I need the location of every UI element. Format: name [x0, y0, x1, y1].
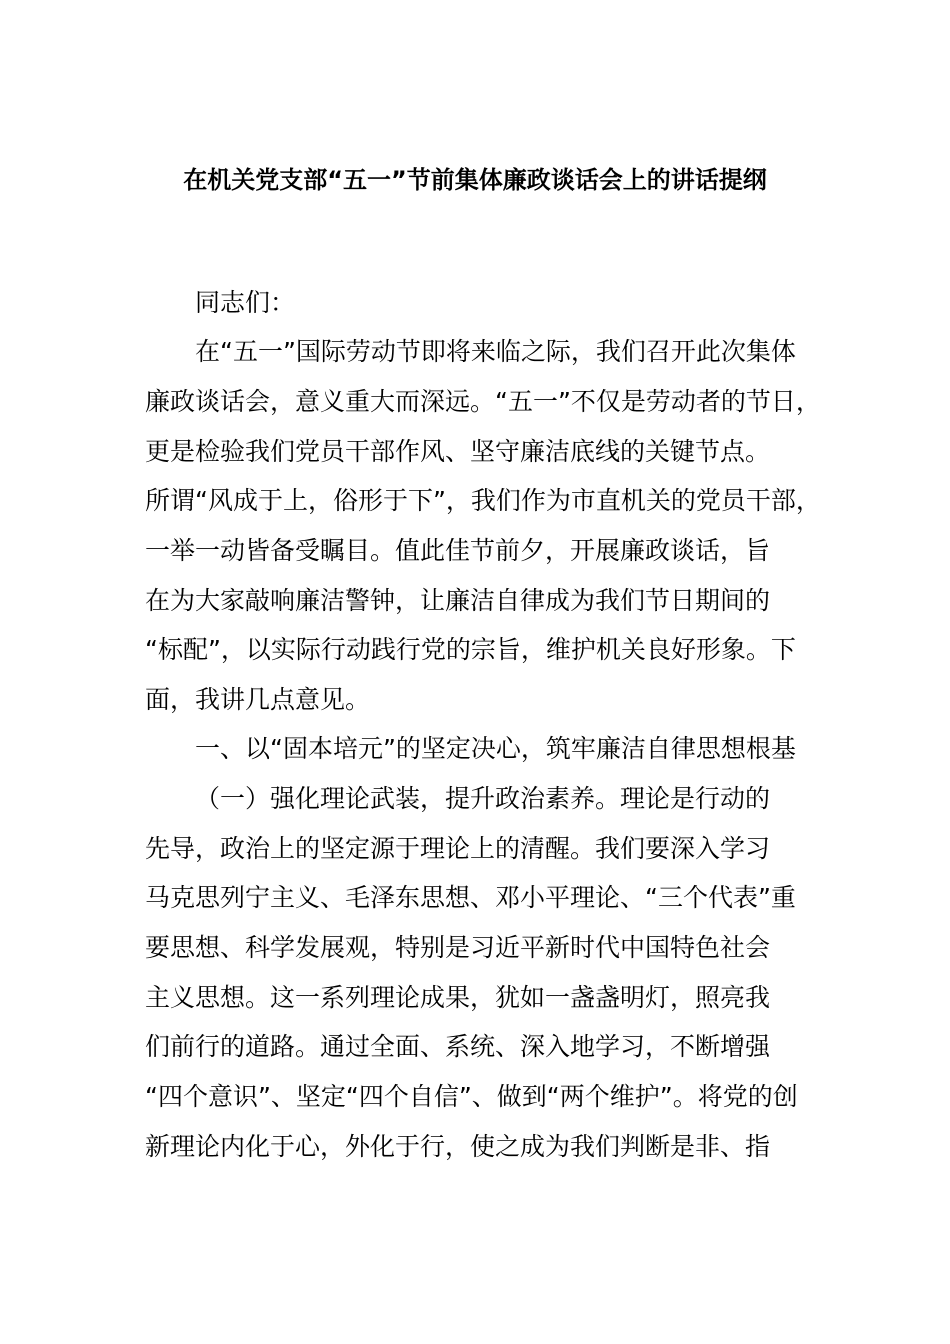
paragraph-line: 更是检验我们党员干部作风、坚守廉洁底线的关键节点。: [145, 437, 771, 466]
document-title: 在机关党支部“五一”节前集体廉政谈话会上的讲话提纲: [183, 166, 767, 194]
subsection-heading: （一）强化理论武装，提升政治素养。理论是行动的: [195, 784, 771, 813]
paragraph-line: “标配”，以实际行动践行党的宗旨，维护机关良好形象。下: [145, 635, 796, 664]
paragraph-line: 在“五一”国际劳动节即将来临之际，我们召开此次集体: [195, 337, 796, 366]
paragraph-line: 面，我讲几点意见。: [145, 685, 371, 714]
paragraph-line: 在为大家敲响廉洁警钟，让廉洁自律成为我们节日期间的: [145, 586, 771, 615]
paragraph-line: 马克思列宁主义、毛泽东思想、邓小平理论、“三个代表”重: [145, 883, 796, 912]
section-heading: 一、以“固本培元”的坚定决心，筑牢廉洁自律思想根基: [195, 734, 796, 763]
salutation: 同志们：: [195, 288, 296, 317]
paragraph-line: 主义思想。这一系列理论成果，犹如一盏盏明灯，照亮我: [145, 983, 771, 1012]
paragraph-line: 新理论内化于心，外化于行，使之成为我们判断是非、指: [145, 1132, 771, 1161]
paragraph-line: 一举一动皆备受瞩目。值此佳节前夕，开展廉政谈话，旨: [145, 536, 771, 565]
paragraph-line: 先导，政治上的坚定源于理论上的清醒。我们要深入学习: [145, 834, 771, 863]
paragraph-line: 所谓“风成于上，俗形于下”，我们作为市直机关的党员干部，: [145, 486, 821, 515]
paragraph-line: 要思想、科学发展观，特别是习近平新时代中国特色社会: [145, 933, 771, 962]
paragraph-line: 廉政谈话会，意义重大而深远。“五一”不仅是劳动者的节日，: [145, 387, 821, 416]
paragraph-line: “四个意识”、坚定“四个自信”、做到“两个维护”。将党的创: [145, 1082, 798, 1111]
paragraph-line: 们前行的道路。通过全面、系统、深入地学习，不断增强: [145, 1032, 771, 1061]
